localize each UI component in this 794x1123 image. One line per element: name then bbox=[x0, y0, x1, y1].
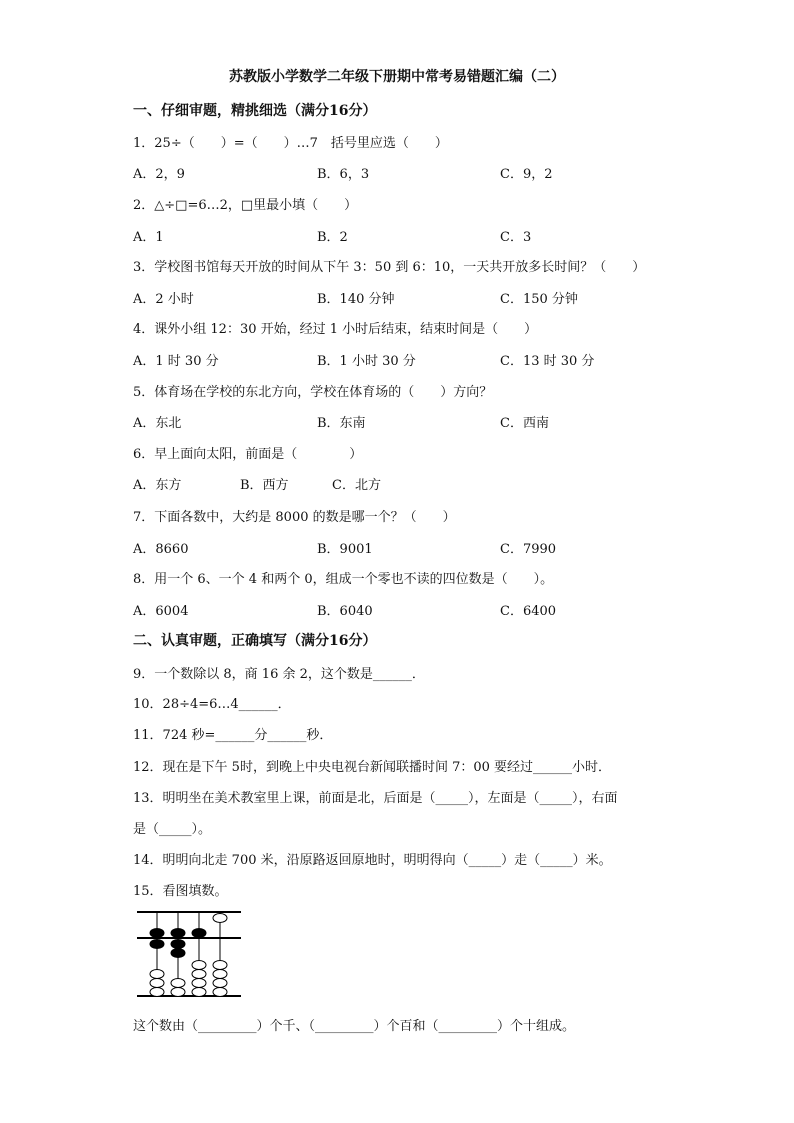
question-5-option-b: B．东南 bbox=[317, 416, 366, 431]
question-6-option-a: A．东方 bbox=[133, 478, 182, 493]
page-title: 苏教版小学数学二年级下册期中常考易错题汇编（二） bbox=[229, 69, 565, 85]
question-8-stem: 8．用一个 6、一个 4 和两个 0，组成一个零也不读的四位数是（ ）。 bbox=[133, 572, 554, 587]
question-1-option-b: B．6，3 bbox=[317, 167, 370, 182]
abacus-upper-bead bbox=[213, 914, 227, 923]
abacus-beads bbox=[150, 914, 227, 997]
abacus-lower-bead bbox=[150, 970, 164, 979]
question-4-option-c: C．13 时 30 分 bbox=[500, 354, 595, 369]
question-3-stem: 3．学校图书馆每天开放的时间从下午 3：50 到 6：10，一天共开放多长时间？（ ） bbox=[133, 260, 646, 275]
question-7-option-c: C．7990 bbox=[500, 542, 557, 557]
abacus-lower-bead bbox=[150, 988, 164, 997]
abacus-lower-bead bbox=[192, 961, 206, 970]
question-2-option-c: C．3 bbox=[500, 230, 532, 245]
question-2-stem: 2．△÷□=6…2，□里最小填（ ） bbox=[133, 198, 358, 213]
question-11: 11．724 秒=______分______秒． bbox=[133, 728, 333, 743]
question-13-line-1: 13．明明坐在美术教室里上课，前面是北，后面是（_____），左面是（_____），右面 bbox=[133, 791, 618, 806]
abacus-upper-bead-counted bbox=[150, 929, 164, 938]
abacus-lower-bead bbox=[213, 979, 227, 988]
abacus-lower-bead bbox=[213, 988, 227, 997]
question-2-option-b: B．2 bbox=[317, 230, 348, 245]
abacus-lower-bead bbox=[213, 961, 227, 970]
question-1-option-a: A．2，9 bbox=[133, 167, 185, 182]
question-1-stem: 1．25÷（ ）=（ ）…7 括号里应选（ ） bbox=[133, 136, 448, 151]
question-4-option-a: A．1 时 30 分 bbox=[133, 354, 219, 369]
abacus-lower-bead bbox=[213, 970, 227, 979]
question-5-option-c: C．西南 bbox=[500, 416, 549, 431]
abacus-lower-bead bbox=[150, 979, 164, 988]
question-15-answer-line: 这个数由（_________）个千、（_________）个百和（_________）个十组成。 bbox=[133, 1019, 576, 1034]
question-8-option-b: B．6040 bbox=[317, 604, 373, 619]
abacus-upper-bead-counted bbox=[192, 929, 206, 938]
question-7-option-a: A．8660 bbox=[133, 542, 189, 557]
question-12: 12．现在是下午 5时，到晚上中央电视台新闻联播时间 7：00 要经过______小时． bbox=[133, 760, 612, 775]
question-5-stem: 5．体育场在学校的东北方向，学校在体育场的（ ）方向？ bbox=[133, 385, 493, 400]
abacus-lower-bead-counted bbox=[150, 940, 164, 949]
question-10: 10．28÷4=6…4______． bbox=[133, 697, 291, 712]
section-heading-2: 二、认真审题，正确填写（满分16分） bbox=[133, 633, 377, 649]
abacus-lower-bead bbox=[192, 988, 206, 997]
question-6-option-c: C．北方 bbox=[332, 478, 381, 493]
question-3-option-b: B．140 分钟 bbox=[317, 292, 395, 307]
question-6-stem: 6．早上面向太阳，前面是（ ） bbox=[133, 447, 363, 462]
abacus-lower-bead bbox=[171, 979, 185, 988]
question-2-option-a: A．1 bbox=[133, 230, 164, 245]
abacus-upper-bead-counted bbox=[171, 929, 185, 938]
abacus-lower-bead bbox=[171, 988, 185, 997]
question-7-stem: 7．下面各数中，大约是 8000 的数是哪一个？（ ） bbox=[133, 510, 456, 525]
question-3-option-a: A．2 小时 bbox=[133, 292, 194, 307]
question-7-option-b: B．9001 bbox=[317, 542, 373, 557]
question-3-option-c: C．150 分钟 bbox=[500, 292, 578, 307]
abacus-lower-bead bbox=[192, 979, 206, 988]
question-13-line-2: 是（_____）。 bbox=[133, 822, 212, 837]
question-8-option-c: C．6400 bbox=[500, 604, 557, 619]
question-6-option-b: B．西方 bbox=[240, 478, 289, 493]
abacus-lower-bead-counted bbox=[171, 949, 185, 958]
abacus-figure bbox=[135, 908, 245, 1000]
question-8-option-a: A．6004 bbox=[133, 604, 189, 619]
abacus-lower-bead bbox=[192, 970, 206, 979]
abacus-lower-bead-counted bbox=[171, 940, 185, 949]
question-1-option-c: C．9，2 bbox=[500, 167, 553, 182]
section-heading-1: 一、仔细审题，精挑细选（满分16分） bbox=[133, 103, 377, 119]
question-4-option-b: B．1 小时 30 分 bbox=[317, 354, 416, 369]
question-4-stem: 4．课外小组 12：30 开始，经过 1 小时后结束，结束时间是（ ） bbox=[133, 322, 538, 337]
question-15: 15．看图填数。 bbox=[133, 884, 228, 899]
question-5-option-a: A．东北 bbox=[133, 416, 182, 431]
question-9: 9．一个数除以 8，商 16 余 2，这个数是______． bbox=[133, 667, 425, 682]
question-14: 14．明明向北走 700 米，沿原路返回原地时，明明得向（_____）走（_____）米。 bbox=[133, 853, 612, 868]
